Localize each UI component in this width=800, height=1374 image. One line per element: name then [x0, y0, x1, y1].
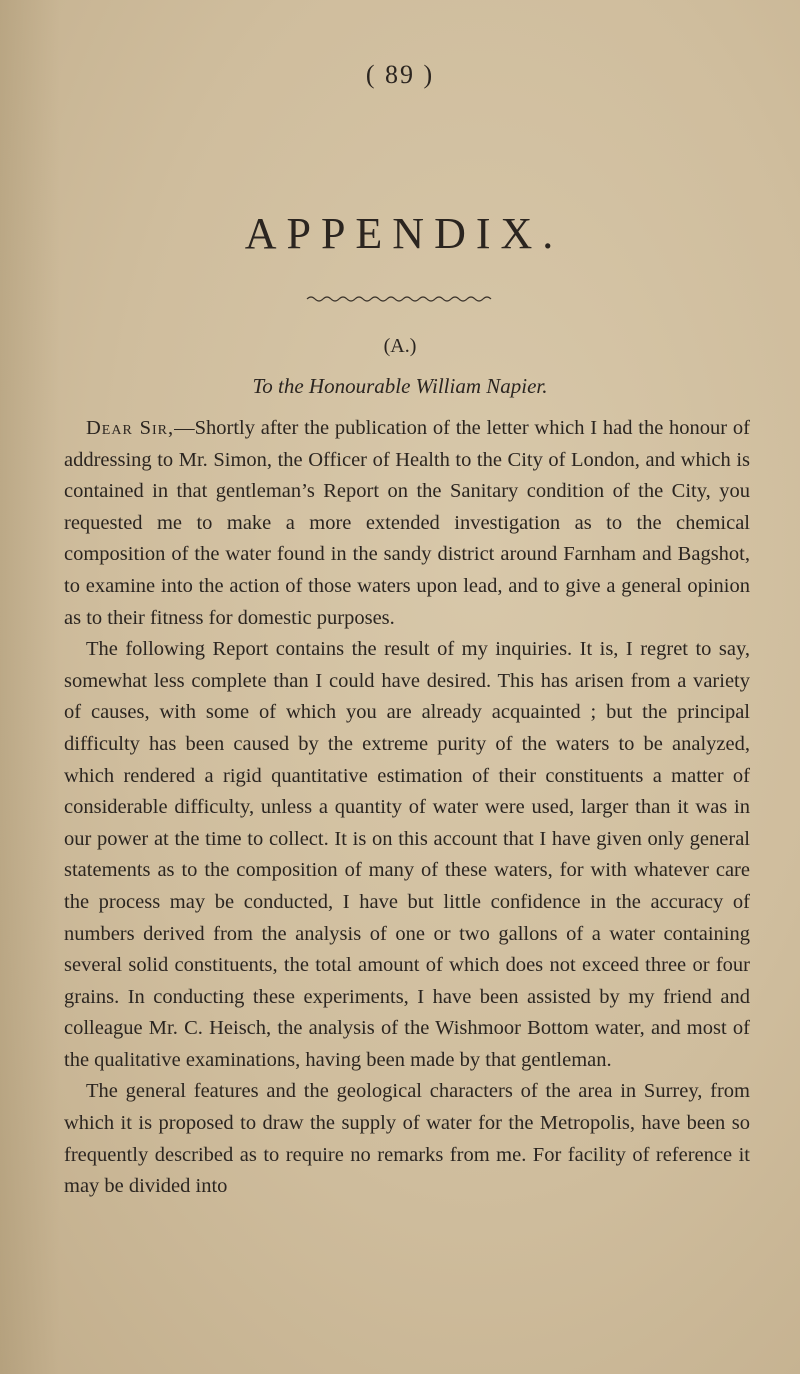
letter-body — [64, 413, 750, 1203]
appendix-title: APPENDIX. — [244, 209, 564, 258]
decorative-rule — [305, 294, 495, 304]
page-edge-shadow — [0, 0, 60, 1374]
salutation: Dear Sir, — [86, 417, 175, 439]
paragraph-1-text: —Shortly after the publication of the letter which I had the honour of addressing to Mr. Simon, the Officer of Health to the City of London, and which is contained in that gentleman’s Report on the Sanitary condition of the City, you requested me to make a more extended investigation as to the chemical composition of the water found in the sandy district around Farnham and Bagshot, to examine into the action of those waters upon lead, and to give a general opinion as to their fitness for domestic purposes. — [64, 417, 750, 629]
section-label: (A.) — [383, 335, 417, 357]
paragraph-2: The following Report contains the result of my inquiries. It is, I regret to say, somewhat less complete than I could have desired. This has arisen from a variety of causes, with some of which you are already acquainted ; but the principal difficulty has been caused by the extreme purity of the waters to be analyzed, which rendered a rigid quantitative estimation of their constituents a matter of considerable difficulty, unless a quantity of water were used, larger than it was in our power at the time to collect. It is on this account that I have given only general statements as to the composition of many of these waters, for with whatever care the process may be conducted, I have but little confidence in the accuracy of numbers derived from the analysis of one or two gallons of a water containing several solid constituents, the total amount of which does not exceed three or four grains. In conducting these experiments, I have been assisted by my friend and colleague Mr. C. Heisch, the analysis of the Wishmoor Bottom water, and most of the qualitative examinations, having been made by that gentleman. — [64, 638, 750, 1071]
page-number: ( 89 ) — [365, 60, 435, 89]
addressee-line: To the Honourable William Napier. — [252, 374, 548, 398]
paragraph-3: The general features and the geological characters of the area in Surrey, from which it is proposed to draw the supply of water for the Metropolis, have been so frequently described as to require no remarks from me. For facility of reference it may be divided into — [64, 1080, 750, 1198]
paragraph-1 — [64, 413, 750, 634]
